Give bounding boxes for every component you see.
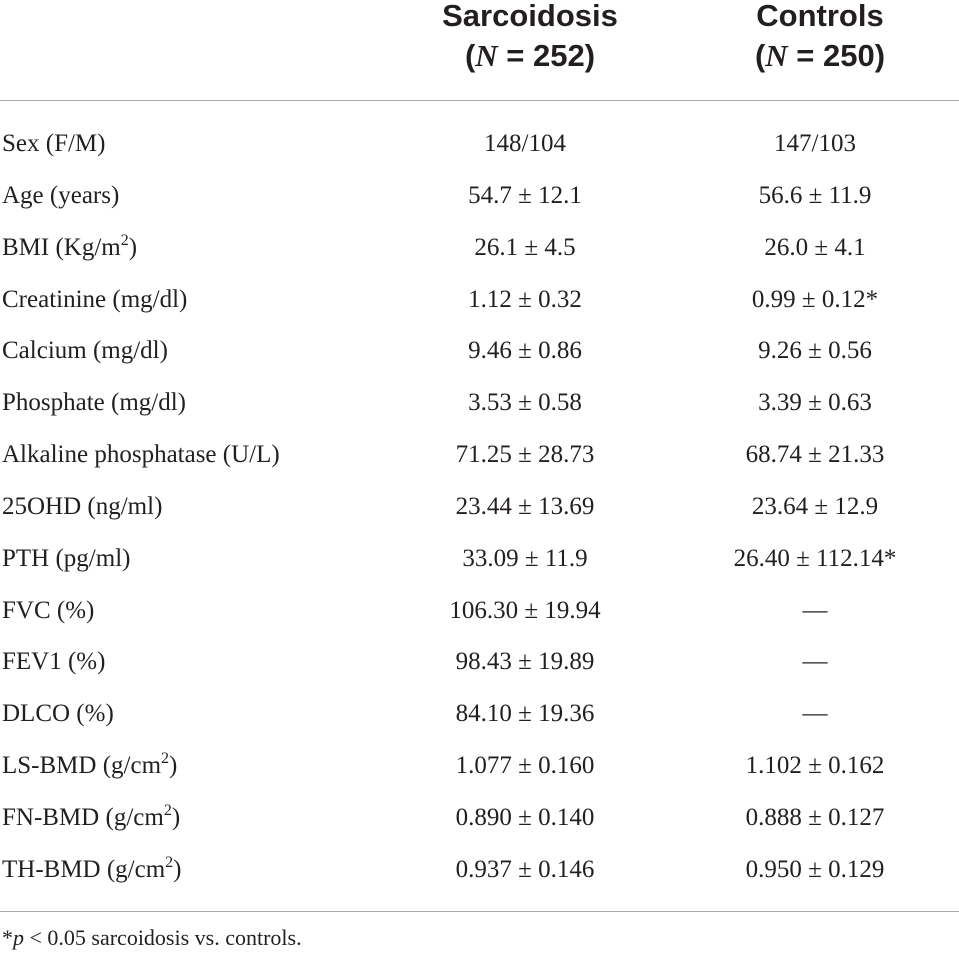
row-label: FEV1 (%) — [2, 648, 106, 676]
cell-controls: 26.0 ± 4.1 — [764, 233, 866, 261]
footnote — [2, 923, 302, 953]
cell-controls: — — [802, 700, 828, 728]
row-label: Calcium (mg/dl) — [2, 337, 168, 365]
cell-controls: — — [802, 648, 828, 676]
cell-sarcoidosis: 148/104 — [484, 130, 566, 157]
table-header — [0, 0, 959, 100]
table-row — [0, 481, 959, 533]
table-row — [0, 740, 959, 792]
cell-controls: 68.74 ± 21.33 — [745, 441, 885, 469]
table-row — [0, 170, 959, 222]
table-row — [0, 585, 959, 637]
cell-controls: 147/103 — [774, 130, 856, 157]
table-row — [0, 688, 959, 740]
cell-controls: 56.6 ± 11.9 — [758, 181, 872, 209]
column-title-sarcoidosis: Sarcoidosis — [442, 0, 618, 33]
cell-sarcoidosis: 98.43 ± 19.89 — [455, 648, 595, 676]
cell-sarcoidosis: 54.7 ± 12.1 — [468, 181, 582, 209]
table-row — [0, 325, 959, 377]
row-label: 25OHD (ng/ml) — [2, 492, 163, 520]
cell-sarcoidosis: 84.10 ± 19.36 — [455, 700, 595, 728]
column-header-controls — [690, 0, 950, 76]
row-label: Phosphate (mg/dl) — [2, 389, 187, 417]
table-row — [0, 377, 959, 429]
column-n-controls: (N = 250) — [754, 38, 886, 73]
row-label: LS-BMD $(g/cm^2)$ — [2, 750, 178, 780]
cell-sarcoidosis: 1.12 ± 0.32 — [468, 285, 582, 313]
row-label: FVC (%) — [2, 596, 95, 624]
cell-sarcoidosis: 106.30 ± 19.94 — [449, 596, 601, 624]
cell-sarcoidosis: 1.077 ± 0.160 — [455, 752, 595, 780]
cell-controls: 9.26 ± 0.56 — [758, 337, 872, 365]
table-row — [0, 533, 959, 585]
cell-sarcoidosis: 26.1 ± 4.5 — [474, 233, 576, 261]
footnote-text: < 0.05 sarcoidosis vs. controls. — [24, 925, 302, 950]
row-label: PTH (pg/ml) — [2, 544, 131, 572]
row-label: FN-BMD $(g/cm^2)$ — [2, 801, 181, 831]
column-header-sarcoidosis — [400, 0, 660, 76]
cell-sarcoidosis: 71.25 ± 28.73 — [455, 441, 595, 469]
row-label: BMI $(Kg/m^2)$ — [2, 231, 138, 261]
cell-controls: — — [802, 596, 828, 624]
table-row — [0, 792, 959, 844]
cell-controls: 1.102 ± 0.162 — [745, 752, 885, 780]
cell-controls: 0.888 ± 0.127 — [745, 803, 885, 831]
cell-sarcoidosis: 0.937 ± 0.146 — [455, 855, 595, 883]
row-label: Creatinine (mg/dl) — [2, 285, 188, 313]
row-label: Age (years) — [2, 181, 120, 209]
table-row — [0, 118, 959, 170]
row-label: TH-BMD $(g/cm^2)$ — [2, 853, 182, 883]
cell-controls: 0.99 ± 0.12* — [751, 285, 879, 313]
cell-sarcoidosis: 33.09 ± 11.9 — [462, 544, 588, 572]
cell-sarcoidosis: 3.53 ± 0.58 — [468, 389, 582, 417]
column-n-sarcoidosis: (N = 252) — [464, 38, 596, 73]
cell-controls: 0.950 ± 0.129 — [745, 855, 885, 883]
row-label: Alkaline phosphatase (U/L) — [2, 441, 280, 469]
table-row — [0, 844, 959, 896]
cell-sarcoidosis: 0.890 ± 0.140 — [455, 803, 595, 831]
row-label: DLCO (%) — [2, 700, 114, 728]
column-title-controls: Controls — [756, 0, 884, 33]
table-row — [0, 636, 959, 688]
footnote-p: p — [13, 925, 24, 950]
table-row — [0, 429, 959, 481]
footnote-marker: * — [2, 925, 13, 950]
header-divider — [0, 100, 959, 101]
table-row — [0, 274, 959, 326]
footer-divider — [0, 911, 959, 912]
table-body — [0, 118, 959, 896]
table-row — [0, 222, 959, 274]
cell-sarcoidosis: 23.44 ± 13.69 — [455, 492, 595, 520]
cell-controls: 23.64 ± 12.9 — [751, 492, 879, 520]
cell-controls: 26.40 ± 112.14* — [733, 544, 897, 572]
row-label: Sex (F/M) — [2, 130, 106, 157]
cell-sarcoidosis: 9.46 ± 0.86 — [468, 337, 582, 365]
cell-controls: 3.39 ± 0.63 — [758, 389, 872, 417]
